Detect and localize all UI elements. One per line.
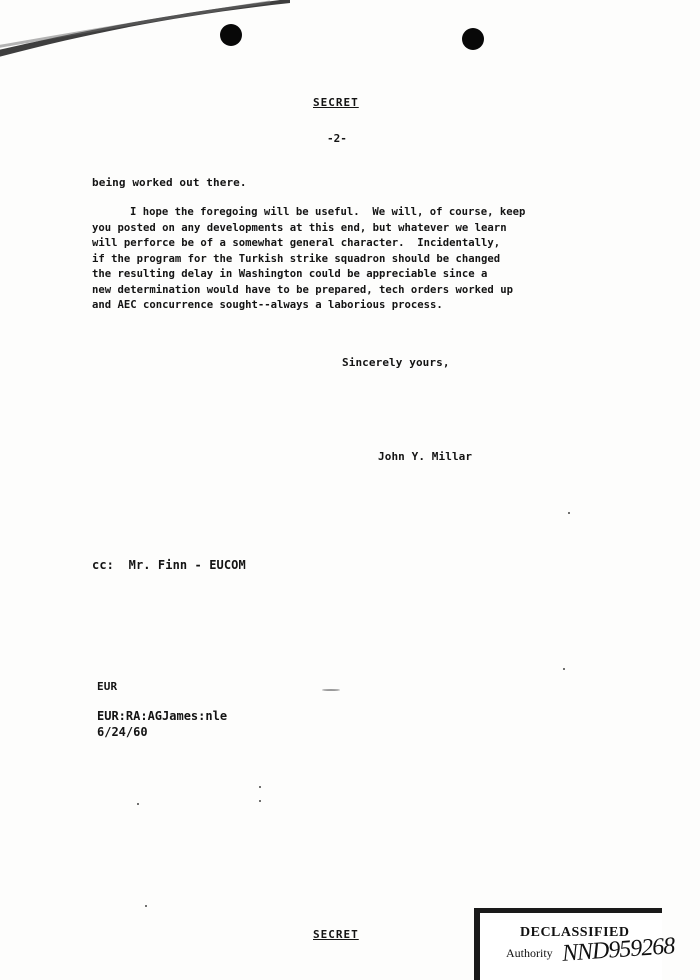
page-number: -2- — [327, 132, 347, 145]
scan-speck — [563, 668, 565, 670]
scan-speck — [322, 689, 340, 691]
paragraph-line: I hope the foregoing will be useful. We will, of course, keep — [130, 206, 526, 218]
cc-distribution: cc: Mr. Finn - EUCOM — [92, 558, 246, 572]
paragraph-line: if the program for the Turkish strike squadron should be changed — [92, 252, 501, 265]
scan-speck — [137, 803, 139, 805]
declassified-stamp — [474, 908, 676, 980]
scan-speck — [259, 786, 261, 788]
stamp-authority-code: NND959268 — [561, 933, 676, 967]
complimentary-close: Sincerely yours, — [342, 356, 450, 369]
signature-block: John Y. Millar — [378, 450, 473, 463]
body-paragraph — [92, 205, 612, 314]
paragraph-line: new determination would have to be prepared, tech orders worked up — [92, 283, 513, 296]
scan-smear-artifact — [0, 0, 290, 60]
paragraph-line: you posted on any developments at this end, but whatever we learn — [92, 221, 507, 234]
scan-speck — [145, 905, 147, 907]
punch-hole-right — [462, 28, 484, 50]
paragraph-line: the resulting delay in Washington could be appreciable since a — [92, 268, 488, 280]
draft-date: 6/24/60 — [97, 725, 148, 739]
stamp-title: DECLASSIFIED — [520, 925, 630, 940]
classification-marking-bottom: SECRET — [313, 928, 359, 941]
opening-fragment: being worked out there. — [92, 176, 247, 189]
punch-hole-left — [220, 24, 242, 46]
scan-speck — [259, 800, 261, 802]
classification-marking-top: SECRET — [313, 96, 359, 109]
drafting-reference — [97, 708, 227, 740]
paragraph-line: and AEC concurrence sought--always a laborious process. — [92, 299, 443, 311]
drafter-line: EUR:RA:AGJames:nle — [97, 709, 228, 723]
drafter-initials: EUR — [97, 680, 118, 693]
stamp-authority-label: Authority — [506, 946, 553, 960]
scan-speck — [568, 512, 570, 514]
paragraph-line: will perforce be of a somewhat general character. Incidentally, — [92, 237, 501, 249]
